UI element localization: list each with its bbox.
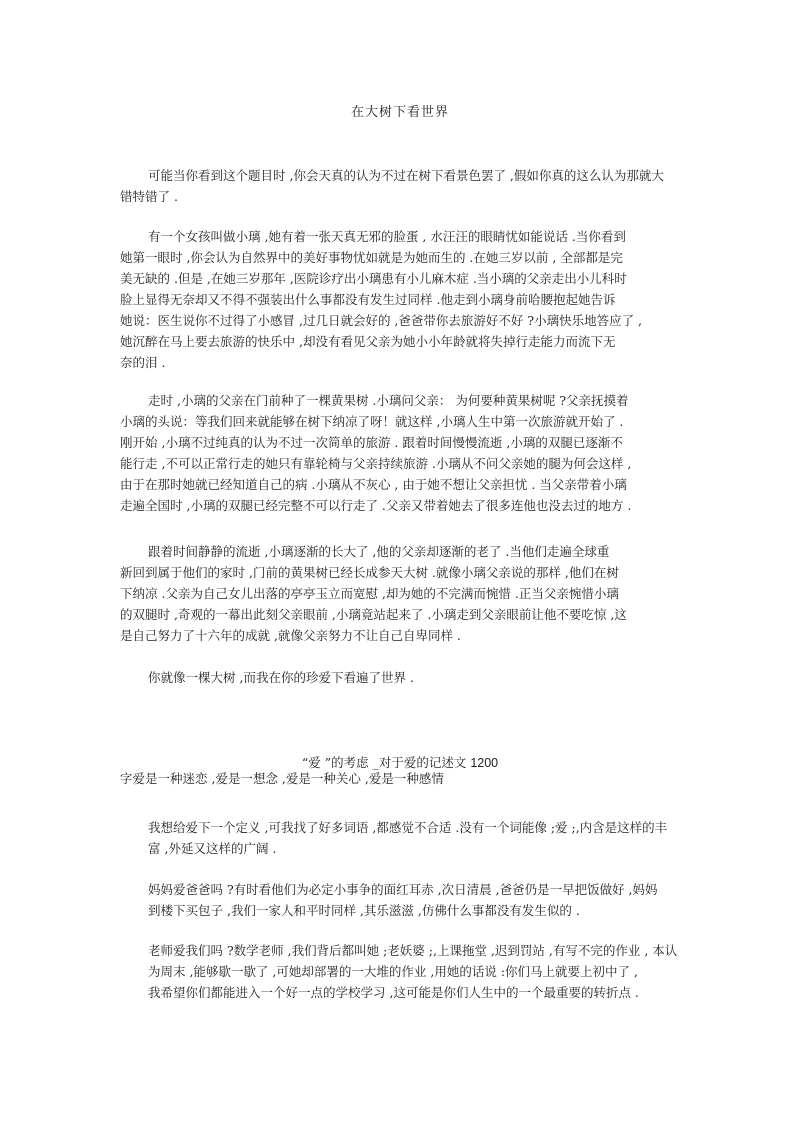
text-line: 你就像一棵大树 ,而我在你的珍爱下看遍了世界 . [148,670,414,685]
paragraph-story-4 [120,667,685,688]
text-line: 跟着时间静静的流逝 ,小璃逐渐的长大了 ,他的父亲却逐渐的老了 .当他们走遍全球重 [148,544,610,559]
document-title: 在大树下看世界 [350,105,449,120]
paragraph-story-3 [120,541,685,646]
text-line: 刚开始 ,小璃不过纯真的认为不过一次简单的旅游 . 跟着时间慢慢流逝 ,小璃的双腿已逐渐不 [120,435,623,450]
text-line: 我希望你们都能进入一个好一点的学校学习 ,这可能是你们人生中的一个最重要的转折点 . [148,985,639,1000]
text-line: 能行走 ,不可以正常行走的她只有靠轮椅与父亲持续旅游 .小璃从不问父亲她的腿为何会这样 , [120,456,632,471]
text-line: 她说：医生说你不过得了小感冒 ,过几日就会好的 ,爸爸带你去旅游好不好 ?小璃快乐地答应了 , [120,313,643,328]
text-line: 的双腿时 ,奇观的一幕出此刻父亲眼前 ,小璃竟站起来了 .小璃走到父亲眼前让他不要吃惊 ,这 [120,607,627,622]
paragraph-intro [120,165,685,207]
text-line: 脸上显得无奈却又不得不强装出什么事都没有发生过同样 .他走到小璃身前哈腰抱起她告诉 [120,292,616,307]
paragraph-story-1 [120,226,685,373]
text-line: 她沉醉在马上要去旅游的快乐中 ,却没有看见父亲为她小小年龄就将失掉行走能力而流下无 [120,334,616,349]
text-line: 可能当你看到这个题目时 ,你会天真的认为不过在树下看景色罢了 ,假如你真的这么认为那就大 [148,168,664,183]
paragraph-love-intro [120,768,685,789]
text-line: 我想给爱下一个定义 ,可我找了好多词语 ,都感觉不合适 .没有一个词能像 ;爱 ;,内含是这样的丰 [148,820,668,835]
text-line: 是自己努力了十六年的成就 ,就像父亲努力不让自己自卑同样 . [120,628,461,643]
text-line: 走遍全国时 ,小璃的双腿已经完整不可以行走了 .父亲又带着她去了很多连他也没去过的地方 . [120,498,632,513]
text-line: 下纳凉 .父亲为自己女儿出落的亭亭玉立而宽慰 ,却为她的不完满而惋惜 .正当父亲惋惜小璃 [120,586,619,601]
paragraph-love-definition [120,817,685,859]
text-line: 老师爱我们吗 ?数学老师 ,我们背后都叫她 ;老妖婆 ;,上课拖堂 ,迟到罚站 ,有写不完的作业 , 本认 [148,943,678,958]
text-line: 走时 ,小璃的父亲在门前种了一棵黄果树 .小璃问父亲： 为何要种黄果树呢 ?父亲抚摸着 [148,393,629,408]
text-line: 为周末 ,能够歇一歇了 ,可她却部署的一大堆的作业 ,用她的话说 :你们马上就要上初中了 , [148,964,638,979]
text-line: 字爱是一种迷恋 ,爱是一想念 ,爱是一种关心 ,爱是一种感情 [120,771,444,786]
text-line: 她第一眼时 ,你会认为自然界中的美好事物忧如就是为她而生的 .在她三岁以前 , 全部都是完 [120,250,623,265]
text-line: 奈的泪 . [120,355,166,370]
subtitle-number: 1200 [470,756,499,770]
paragraph-love-teacher [120,940,685,1003]
text-line: 新回到属于他们的家时 ,门前的黄果树已经长成参天大树 .就像小璃父亲说的那样 ,他们在树 [120,565,619,580]
text-line: 由于在那时她就已经知道自己的病 .小璃从不灰心 , 由于她不想让父亲担忧 . 当父亲带着小璃 [120,477,627,492]
text-line: 富 ,外延又这样的广阔 . [148,841,277,856]
subtitle-text: “爱 ”的考虑 _对于爱的记述文 [301,755,471,770]
text-line: 小璃的头说：等我们回来就能够在树下纳凉了呀！就这样 ,小璃人生中第一次旅游就开始了 . [120,414,624,429]
text-line: 妈妈爱爸爸吗 ?有时看他们为必定小事争的面红耳赤 ,次日清晨 ,爸爸仍是一早把饭做好 ,妈妈 [148,882,658,897]
text-line: 有一个女孩叫做小璃 ,她有着一张天真无邪的脸蛋 , 水汪汪的眼睛忧如能说话 .当你看到 [148,229,626,244]
paragraph-love-parents [120,879,685,921]
text-line: 到楼下买包子 ,我们一家人和平时同样 ,其乐滋滋 ,仿佛什么事都没有发生似的 . [148,903,580,918]
text-line: 错特错了 . [120,189,178,204]
text-line: 美无缺的 .但是 ,在她三岁那年 ,医院诊疗出小璃患有小儿麻木症 .当小璃的父亲走出小儿科时 [120,271,627,286]
paragraph-story-2 [120,390,685,516]
